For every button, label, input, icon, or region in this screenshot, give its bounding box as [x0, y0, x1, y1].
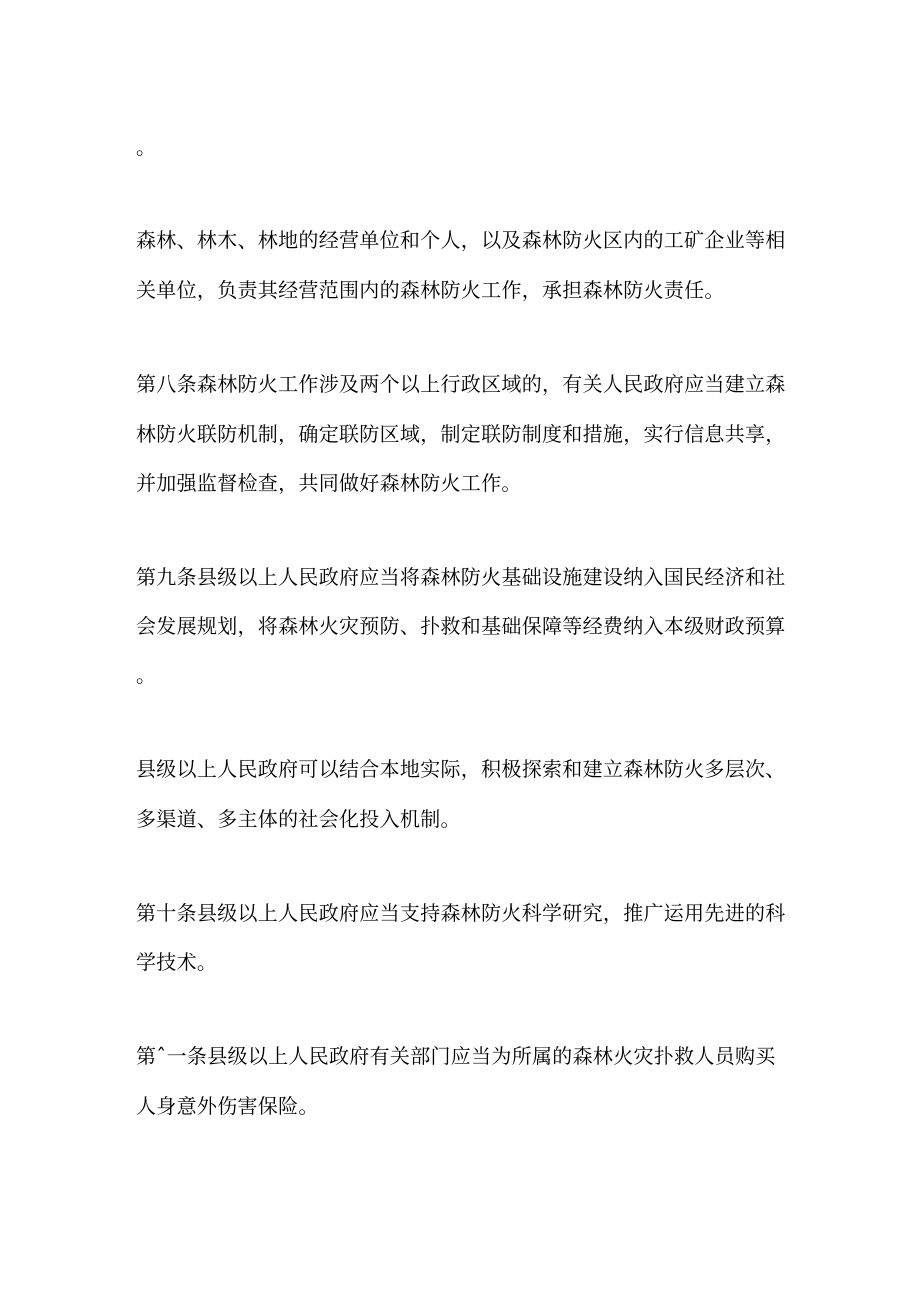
text-line: 第ˆ一条县级以上人民政府有关部门应当为所属的森林火灾扑救人员购买: [136, 1044, 776, 1068]
text-line: 林防火联防机制，确定联防区域，制定联防制度和措施，实行信息共享，: [136, 422, 786, 446]
text-line: 。: [136, 135, 157, 159]
text-line: 学技术。: [136, 950, 218, 974]
text-line: 第八条森林防火工作涉及两个以上行政区域的，有关人民政府应当建立森: [136, 372, 786, 396]
text-line: 会发展规划，将森林火灾预防、扑救和基础保障等经费纳入本级财政预算: [136, 614, 786, 638]
text-line: 第九条县级以上人民政府应当将森林防火基础设施建设纳入国民经济和社: [136, 565, 786, 589]
text-line: 人身意外伤害保险。: [136, 1094, 319, 1118]
text-line: 森林、林木、林地的经营单位和个人，以及森林防火区内的工矿企业等相: [136, 228, 786, 252]
text-line: 并加强监督检查，共同做好森林防火工作。: [136, 471, 522, 495]
text-line: 多渠道、多主体的社会化投入机制。: [136, 807, 461, 831]
text-line: 县级以上人民政府可以结合本地实际，积极探索和建立森林防火多层次、: [136, 757, 786, 781]
text-line: 关单位，负责其经营范围内的森林防火工作，承担森林防火责任。: [136, 278, 725, 302]
text-line: 第十条县级以上人民政府应当支持森林防火科学研究，推广运用先进的科: [136, 901, 786, 925]
text-line: 。: [136, 663, 157, 687]
